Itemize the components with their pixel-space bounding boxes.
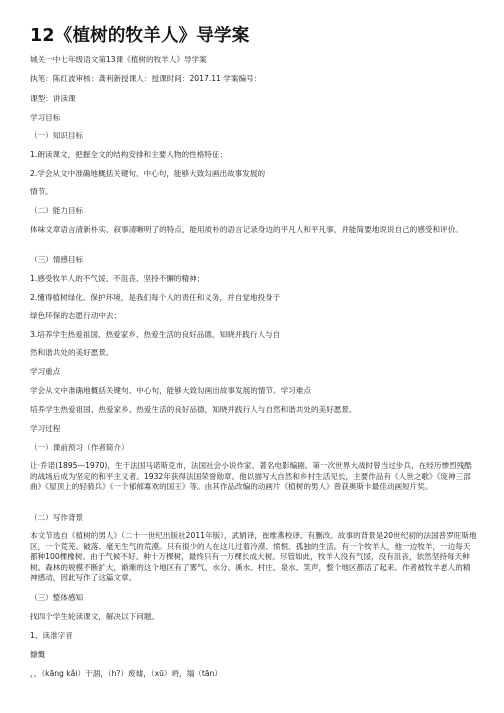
knowledge-item-2-cont: 情节。 xyxy=(30,187,53,196)
knowledge-item-1: 1.朗读课文，把握全文的结构安排和主要人物的性格特征； xyxy=(30,150,228,159)
emotion-item-1: 1.感受牧羊人的不气馁、不沮丧、坚持不懈的精神； xyxy=(30,274,205,283)
meta-author-line: 执笔：陈红波审核：龚利新授课人：授课时间：2017.11 学案编号： xyxy=(30,74,262,83)
emotion-item-3-cont: 然和谐共处的美好愿景。 xyxy=(30,348,114,357)
meta-course-line: 城关一中七年级语文第13课《植树的牧羊人》导学案 xyxy=(30,55,207,64)
question-1-word: 慷慨 xyxy=(30,650,46,659)
question-1: 1、读准字音 xyxy=(30,631,73,640)
background-heading: （二）写作背景 xyxy=(30,513,84,522)
knowledge-heading: （一）知识目标 xyxy=(30,131,84,140)
preview-heading: （一）课前预习（作者简介） xyxy=(30,443,129,452)
emotion-item-2: 2.懂得植树绿化、保护环境，是我们每个人的责任和义务，并自觉地投身于 xyxy=(30,293,281,302)
perception-text: 找四个学生轮读课文，解决以下问题。 xyxy=(30,612,160,621)
emotion-heading: （三）情感目标 xyxy=(30,255,84,264)
ability-text: 体味文章语言清新朴实、叙事清晰明了的特点，能用质朴的语言记录身边的平凡人和平凡事，并能简要地说说自己的感受和评价。 xyxy=(30,225,463,234)
goals-heading: 学习目标 xyxy=(30,113,61,122)
background-text: 本文节选自《植树的男人》（二十一世纪出版社2011年版），武娟译，崔维燕校译。有删改。故事的背景是20世纪初的法国普罗旺斯地区，一个荒芜、破落、毫无生气的荒漠。只有很少的人在这儿过着冷漠、愤恨、孤独的生活。有一个牧羊人，他一边牧羊，一边每天都种100棵橡树。由于气候不好、种十万棵树，最终只有一万棵长成大树。尽管如此，牧羊人没有气馁，没有沮丧，依然坚持每天种树。森林的规模不断扩大，渐渐的这个地区有了雾气、水分、溪水、村庄、泉水、笑声，整个地区都活了起来。作者被牧羊老人的精神感动，因此写作了这篇文章。 xyxy=(30,531,477,582)
knowledge-item-2: 2.学会从文中准确地概括关键句、中心句，能够大致勾画出故事发展的 xyxy=(30,169,266,178)
page-title: 12《植树的牧羊人》导学案 xyxy=(30,26,250,46)
focus-heading: 学习重点 xyxy=(30,367,61,376)
emotion-item-3: 3.培养学生热爱祖国、热爱家乡、热爱生活的良好品德，知晓并践行人与自 xyxy=(30,330,281,339)
difficulty-text: 培养学生热爱祖国、热爱家乡、热爱生活的良好品德，知晓并践行人与自然和谐共处的美好愿景。 xyxy=(30,405,357,414)
perception-heading: （三）整体感知 xyxy=(30,593,84,602)
ability-heading: （二）能力目标 xyxy=(30,206,84,215)
process-heading: 学习过程 xyxy=(30,424,61,433)
emotion-item-2-cont: 绿色环保的志愿行动中去； xyxy=(30,311,122,320)
lesson-type: 课型：讲读课 xyxy=(30,94,76,103)
focus-text: 学会从文中准确地概括关键句、中心句，能够大致勾画出故事发展的情节。学习难点 xyxy=(30,386,311,395)
author-intro: 让·乔诺(1895—1970)，生于法国马诺斯克市，法国社会小说作家、著名电影编剧。第一次世界大战时曾当过步兵，在经历惨烈残酷的战场后成为坚定的和平主义者。1932年获得法国荣誉勋章。他以描写大自然和乡村生活见长，主要作品有《人世之歌》《庞神三部曲》《屋顶上的轻骑兵》《一个郁郁寡欢的国王》等。由其作品改编的动画片《植树的男人》曾获奥斯卡最佳动画短片奖。 xyxy=(30,461,472,491)
pinyin-line: ，，（kāng kǎi）干涸，（h?）废墟，（xū）坍，塌（tān） xyxy=(30,669,222,678)
